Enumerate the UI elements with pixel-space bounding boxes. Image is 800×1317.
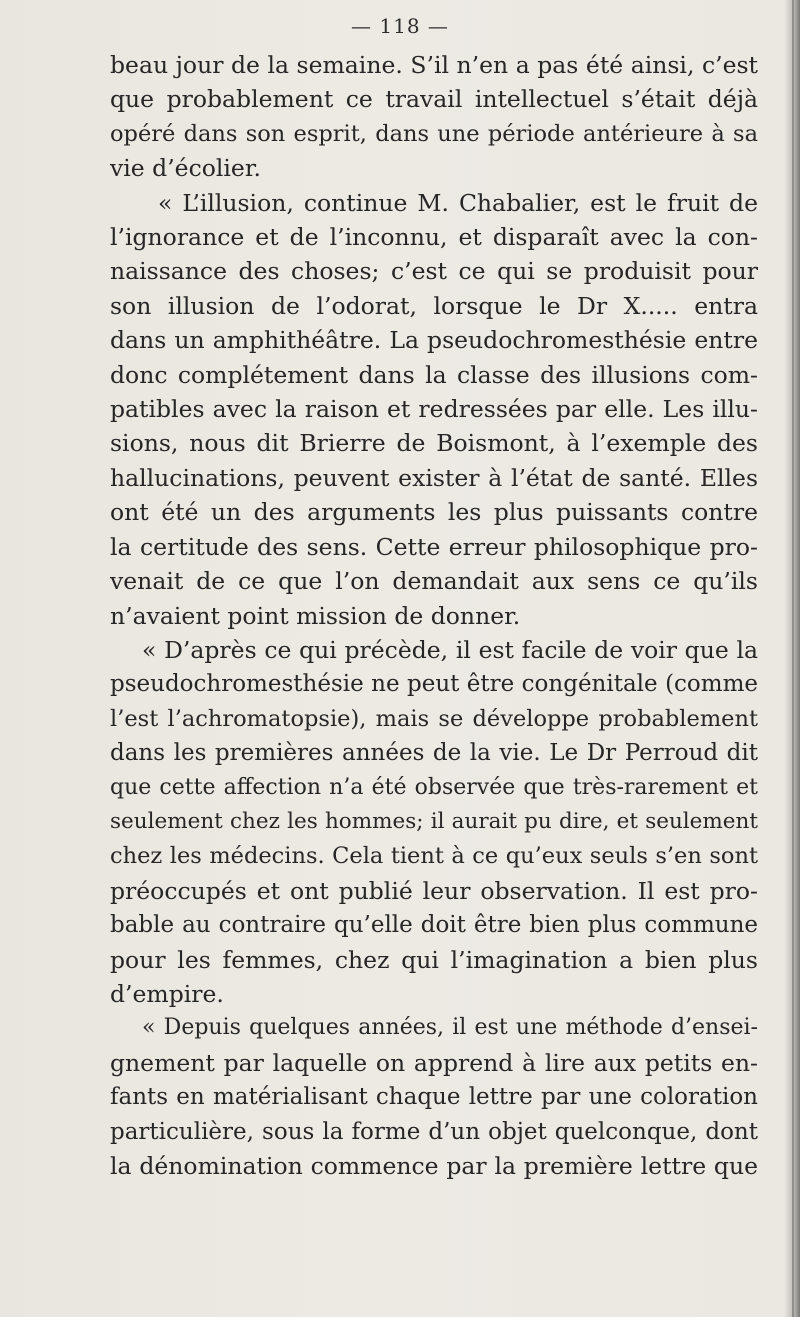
text-line: dans un amphithéâtre. La pseudochromesthésie entre xyxy=(110,326,758,355)
body-text xyxy=(110,48,758,1183)
text-line: « Depuis quelques années, il est une méthode d’ensei- xyxy=(142,1015,758,1041)
text-line: beau jour de la semaine. S’il n’en a pas été ainsi, c’est xyxy=(110,51,758,79)
page-number: — 118 — xyxy=(351,14,449,38)
text-line: la dénomination commence par la première lettre que xyxy=(110,1152,758,1180)
text-line: d’empire. xyxy=(110,979,224,1008)
text-line: pseudochromesthésie ne peut être congénitale (comme xyxy=(110,671,758,698)
text-line: donc complétement dans la classe des illusions com- xyxy=(110,360,758,389)
text-line: bable au contraire qu’elle doit être bien plus commune xyxy=(110,912,758,939)
text-line: « D’après ce qui précède, il est facile de voir que la xyxy=(142,635,758,664)
page-edge-line xyxy=(792,0,794,1317)
text-line: son illusion de l’odorat, lorsque le Dr X..... entra xyxy=(110,291,758,320)
text-line: gnement par laquelle on apprend à lire aux petits en- xyxy=(110,1048,758,1077)
text-line: dans les premières années de la vie. Le Dr Perroud dit xyxy=(110,740,758,767)
text-line: que probablement ce travail intellectuel s’était déjà xyxy=(110,85,758,114)
text-line: que cette affection n’a été observée que très-rarement et xyxy=(110,774,758,800)
text-line: venait de ce que l’on demandait aux sens ce qu’ils xyxy=(110,567,758,596)
text-line: particulière, sous la forme d’un objet quelconque, dont xyxy=(110,1118,758,1145)
text-line: chez les médecins. Cela tient à ce qu’eux seuls s’en sont xyxy=(110,843,758,870)
text-line: ont été un des arguments les plus puissants contre xyxy=(110,498,758,527)
text-line: la certitude des sens. Cette erreur philosophique pro- xyxy=(110,532,758,561)
text-line: n’avaient point mission de donner. xyxy=(110,601,521,630)
text-line: seulement chez les hommes; il aurait pu dire, et seulement xyxy=(110,808,758,834)
text-line: l’ignorance et de l’inconnu, et disparaît avec la con- xyxy=(110,223,758,252)
text-line: fants en matérialisant chaque lettre par une coloration xyxy=(110,1084,758,1111)
text-line: « L’illusion, continue M. Chabalier, est le fruit de xyxy=(158,188,758,217)
text-line: opéré dans son esprit, dans une période antérieure à sa xyxy=(110,120,758,147)
text-line: pour les femmes, chez qui l’imagination a bien plus xyxy=(110,945,758,974)
text-line: hallucinations, peuvent exister à l’état de santé. Elles xyxy=(110,463,758,492)
text-line: l’est l’achromatopsie), mais se développe probablement xyxy=(110,705,758,732)
text-line: patibles avec la raison et redressées par elle. Les illu- xyxy=(110,395,758,424)
text-line: naissance des choses; c’est ce qui se produisit pour xyxy=(110,257,758,286)
text-line: sions, nous dit Brierre de Boismont, à l’exemple des xyxy=(110,429,758,458)
text-line: vie d’écolier. xyxy=(110,154,261,183)
text-line: préoccupés et ont publié leur observation. Il est pro- xyxy=(110,876,758,905)
